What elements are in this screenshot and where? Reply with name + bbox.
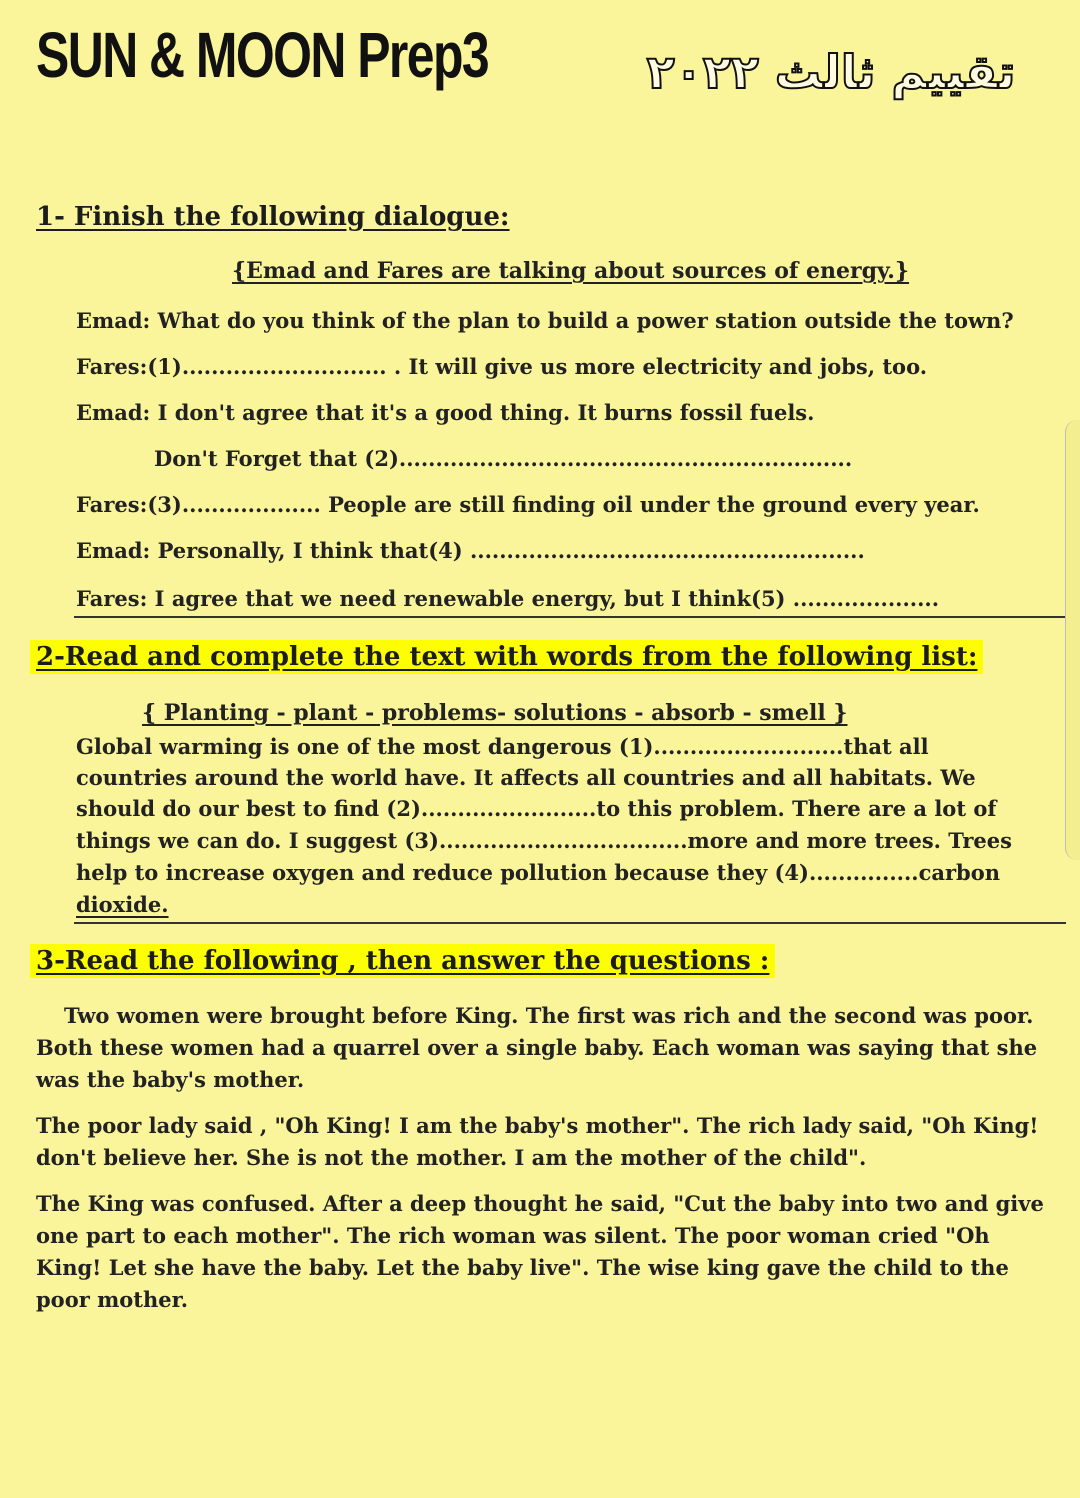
section3-heading: 3-Read the following , then answer the questions : bbox=[30, 944, 775, 978]
reading-passage bbox=[36, 1000, 1062, 1330]
dialogue-line: Fares:(1)............................ . It will give us more electricity and jobs, too. bbox=[76, 354, 928, 379]
arabic-handwritten-tag: تقييم ثالث ٢٠٢٢ bbox=[646, 45, 1016, 99]
divider bbox=[74, 922, 1066, 924]
section1-heading: 1- Finish the following dialogue: bbox=[36, 202, 510, 232]
dialogue-line: Don't Forget that (2).............................................................. bbox=[154, 446, 853, 471]
header bbox=[36, 18, 1066, 118]
passage-paragraph: The King was confused. After a deep thought he said, "Cut the baby into two and give one part to each mother". The rich woman was silent. The poor woman cried "Oh King! Let she have the baby. Let the baby live". The wise king gave the child to the poor mother. bbox=[36, 1191, 1044, 1312]
divider bbox=[74, 616, 1066, 618]
text-line: dioxide. bbox=[76, 892, 169, 917]
text-line: help to increase oxygen and reduce pollution because they (4)...............carbon bbox=[76, 860, 1001, 885]
dialogue-line: Emad: What do you think of the plan to build a power station outside the town? bbox=[76, 308, 1014, 333]
section2-heading: 2-Read and complete the text with words from the following list: bbox=[30, 640, 983, 674]
dialogue-line: Emad: I don't agree that it's a good thing. It burns fossil fuels. bbox=[76, 400, 815, 425]
text-line: Global warming is one of the most dangerous (1)..........................that all bbox=[76, 734, 929, 759]
text-line: should do our best to find (2)........................to this problem. There are a lot of bbox=[76, 796, 997, 821]
dialogue-line: Emad: Personally, I think that(4) ...................................................... bbox=[76, 538, 865, 563]
section1-intro: {Emad and Fares are talking about sources of energy.} bbox=[232, 258, 910, 284]
dialogue-line: Fares: I agree that we need renewable energy, but I think(5) .................... bbox=[76, 586, 940, 611]
page-edge bbox=[1065, 420, 1080, 860]
worksheet-title: SUN & MOON Prep3 bbox=[36, 19, 489, 91]
word-list: { Planting - plant - problems- solutions - absorb - smell } bbox=[142, 700, 848, 726]
passage-paragraph: The poor lady said , "Oh King! I am the baby's mother". The rich lady said, "Oh King! don't believe her. She is not the mother. I am the mother of the child". bbox=[36, 1113, 1039, 1170]
passage-paragraph: Two women were brought before King. The first was rich and the second was poor. Both these women had a quarrel over a single baby. Each woman was saying that she was the baby's mother. bbox=[36, 1003, 1038, 1092]
text-line: things we can do. I suggest (3)..................................more and more trees. Trees bbox=[76, 828, 1012, 853]
dialogue-line: Fares:(3)................... People are still finding oil under the ground every year. bbox=[76, 492, 980, 517]
text-line: countries around the world have. It affects all countries and all habitats. We bbox=[76, 765, 976, 790]
